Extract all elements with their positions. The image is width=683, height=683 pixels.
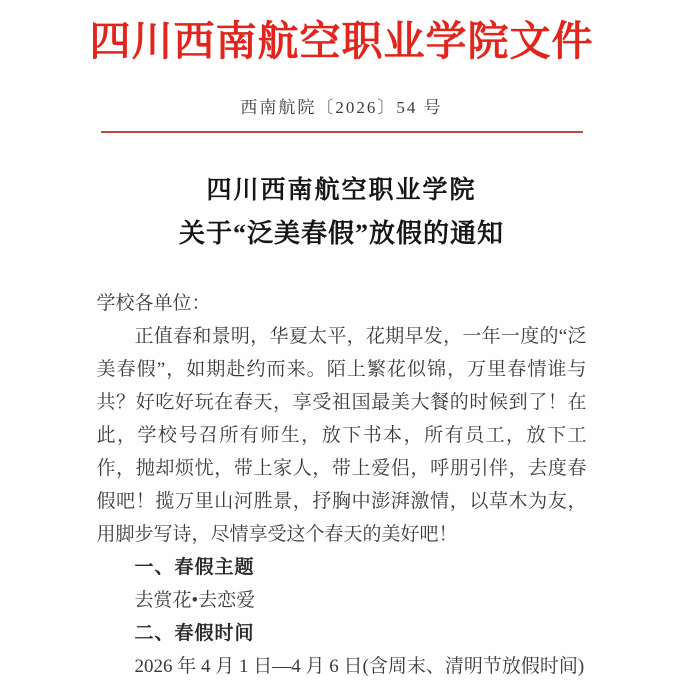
section-1-content: 去赏花•去恋爱: [134, 590, 256, 611]
document-letterhead-title: 四川西南航空职业学院文件: [89, 18, 594, 64]
document-body: [97, 287, 587, 683]
notice-title-line1: 四川西南航空职业学院: [206, 177, 477, 204]
section-2-heading: 二、春假时间: [134, 623, 255, 644]
red-divider-line: [101, 131, 583, 133]
intro-paragraph: 正值春和景明，华夏太平，花期早发，一年一度的“泛美春假”，如期赴约而来。陌上繁花似锦，万里春情谁与共？好吃好玩在春天，享受祖国最美大餐的时候到了！在此，学校号召所有师生，放下书本，所有员工，放下工作，抛却烦忧，带上家人，带上爱侣，呼朋引伴，去度春假吧！揽万里山河胜景，抒胸中澎湃激情，以草木为友，用脚步写诗，尽情享受这个春天的美好吧！: [96, 326, 587, 545]
section-2-content: 2026 年 4 月 1 日—4 月 6 日(含周末、清明节放假时间): [134, 656, 585, 677]
section-1-heading: 一、春假主题: [134, 557, 255, 578]
notice-title: [0, 169, 683, 255]
salutation: 学校各单位：: [96, 293, 211, 314]
notice-title-line2: 关于“泛美春假”放假的通知: [178, 219, 504, 248]
document-number: 西南航院〔2026〕54 号: [240, 98, 443, 117]
official-document-page: [0, 18, 683, 677]
